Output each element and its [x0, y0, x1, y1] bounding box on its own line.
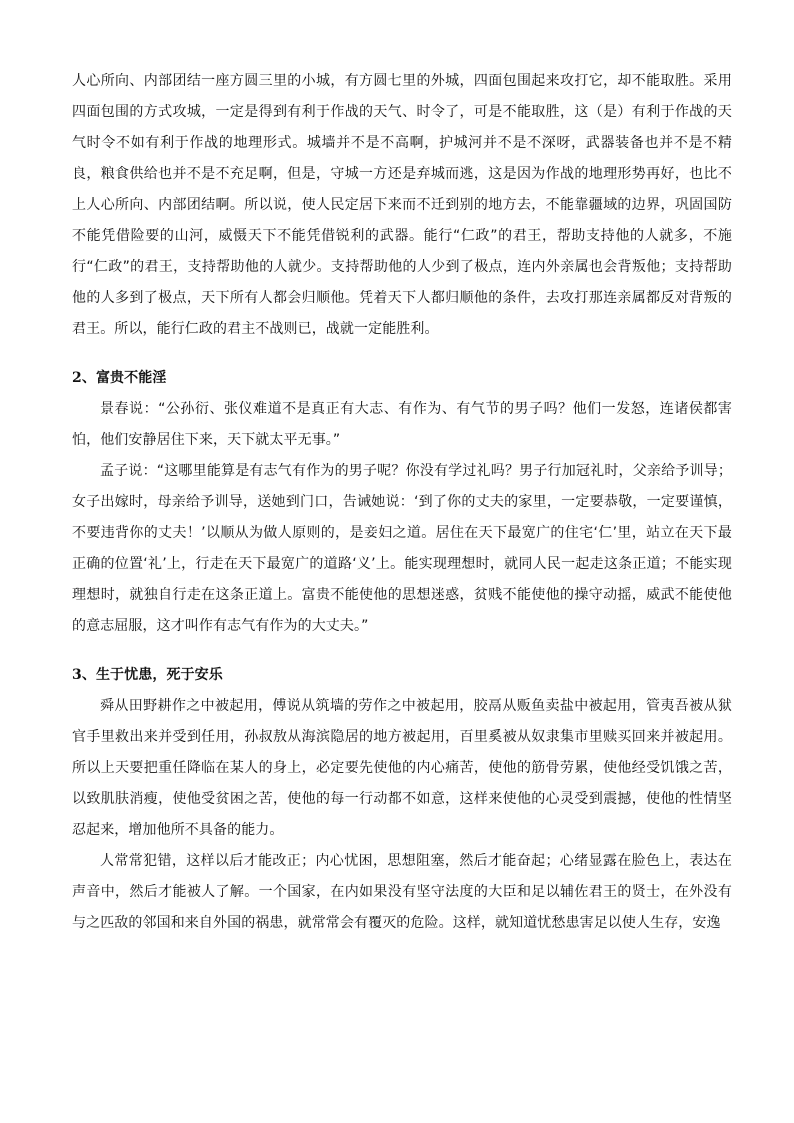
section-heading-2: 2、富贵不能淫	[72, 370, 167, 386]
section-2-paragraph-1: 景春说：“公孙衍、张仪难道不是真正有大志、有作为、有气节的男子吗？他们一发怒，连诸侯都害怕，他们安静居住下来，天下就太平无事。”	[72, 401, 732, 448]
section-3-paragraph-2: 人常常犯错，这样以后才能改正；内心忧困，思想阻塞，然后才能奋起；心绪显露在脸色上，表达在声音中，然后才能被人了解。一个国家，在内如果没有坚守法度的大臣和足以辅佐君王的贤士，在外没有与之匹敌的邻国和来自外国的祸患，就常常会有覆灭的危险。这样，就知道忧愁患害足以使人生存，安逸	[72, 853, 732, 931]
section-spacer	[72, 642, 732, 660]
section-heading-3: 3、生于忧患，死于安乐	[72, 667, 223, 683]
document-body	[72, 66, 732, 939]
section-2-paragraph-2: 孟子说：“这哪里能算是有志气有作为的男子呢？你没有学过礼吗？男子行加冠礼时，父亲给予训导；女子出嫁时，母亲给予训导，送她到门口，告诫她说：‘到了你的丈夫的家里，一定要恭敬，一定要谨慎，不要违背你的丈夫！’以顺从为做人原则的，是妾妇之道。居住在天下最宽广的住宅‘仁’里，站立在天下最正确的位置‘礼’上，行走在天下最宽广的道路‘义’上。能实现理想时，就同人民一起走这条正道；不能实现理想时，就独自行走在这条正道上。富贵不能使他的思想迷惑，贫贱不能使他的操守动摇，威武不能使他的意志屈服，这才叫作有志气有作为的大丈夫。”	[72, 463, 732, 634]
section-3-paragraph-1: 舜从田野耕作之中被起用，傅说从筑墙的劳作之中被起用，胶鬲从贩鱼卖盐中被起用，管夷吾被从狱官手里救出来并受到任用，孙叔敖从海滨隐居的地方被起用，百里奚被从奴隶集市里赎买回来并被起用。所以上天要把重任降临在某人的身上，必定要先使他的内心痛苦，使他的筋骨劳累，使他经受饥饿之苦，以致肌肤消瘦，使他受贫困之苦，使他的每一行动都不如意，这样来使他的心灵受到震撼，使他的性情坚忍起来，增加他所不具备的能力。	[72, 698, 732, 838]
section-spacer	[72, 345, 732, 363]
intro-paragraph: 人心所向、内部团结一座方圆三里的小城，有方圆七里的外城，四面包围起来攻打它，却不能取胜。采用四面包围的方式攻城，一定是得到有利于作战的天气、时令了，可是不能取胜，这（是）有利于作战的天气时令不如有利于作战的地理形式。城墙并不是不高啊，护城河并不是不深呀，武器装备也并不是不精良，粮食供给也并不是不充足啊，但是，守城一方还是弃城而逃，这是因为作战的地理形势再好，也比不上人心所向、内部团结啊。所以说，使人民定居下来而不迁到别的地方去，不能靠疆域的边界，巩固国防不能凭借险要的山河，威慑天下不能凭借锐利的武器。能行“仁政”的君王，帮助支持他的人就多，不施行“仁政”的君王，支持帮助他的人就少。支持帮助他的人少到了极点，连内外亲属也会背叛他；支持帮助他的人多到了极点，天下所有人都会归顺他。凭着天下人都归顺他的条件，去攻打那连亲属都反对背叛的君王。所以，能行仁政的君主不战则已，战就一定能胜利。	[72, 73, 732, 337]
